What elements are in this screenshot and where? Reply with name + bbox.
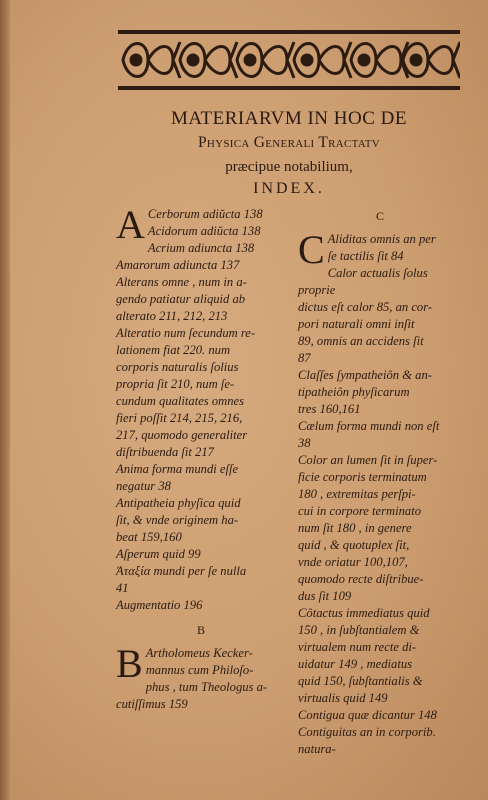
index-entry-text: diſtribuenda ſit 217: [116, 445, 214, 459]
index-entry: [298, 741, 462, 758]
index-entry: [298, 469, 462, 486]
index-entry-text: tipatheiôn phyſicarum: [298, 385, 410, 399]
index-entry: [116, 274, 286, 291]
index-entry: [298, 367, 462, 384]
index-entry-text: 89, omnis an accidens ſit: [298, 334, 424, 348]
index-entry: [298, 384, 462, 401]
index-entry: [116, 427, 286, 444]
index-entry-text: uidatur 149 , mediatus: [298, 657, 413, 671]
index-entry-text: pori naturali omni inſit: [298, 317, 415, 331]
index-entry-text: Claſſes ſympatheiôn & an-: [298, 368, 432, 382]
index-entry: [298, 605, 462, 622]
index-entry: [298, 571, 462, 588]
index-entry-text: beat 159,160: [116, 530, 182, 544]
index-entry-text: Acrium adiuncta 138: [147, 241, 255, 255]
index-title-line4: INDEX.: [253, 180, 325, 197]
index-entry: [116, 291, 286, 308]
index-entry-text: Calor actualis ſolus proprie: [298, 266, 428, 297]
index-entry: [116, 325, 286, 342]
index-entry-text: Alteratio num ſecundum re-: [116, 326, 256, 340]
index-entry-text: virtualem num recte di-: [298, 640, 417, 654]
index-entry-text: quid 150, ſubſtantialis &: [298, 674, 423, 688]
index-entry-text: Antipatheia phyſica quid: [116, 496, 241, 510]
index-title-line1: MATERIARVM IN HOC DE: [171, 108, 407, 129]
index-entry-text: Contiguitas an in corporib.: [298, 725, 436, 739]
index-entry: [116, 696, 286, 713]
index-entry: [116, 546, 286, 563]
index-entry-text: tres 160,161: [298, 402, 361, 416]
index-entry-text: 38: [298, 436, 311, 450]
index-entry: [116, 376, 286, 393]
dropcap-a: A: [116, 202, 145, 247]
index-entry: [116, 662, 286, 679]
index-entry-text: Alterans omne , num in a-: [116, 275, 247, 289]
index-entry-text: Augmentatio 196: [116, 598, 203, 612]
index-entry-text: lationem fiat 220. num: [116, 343, 231, 357]
section-letter-b: B: [196, 623, 205, 637]
index-entry: [116, 461, 286, 478]
section-letter-c: C: [375, 209, 384, 223]
index-entry: [298, 452, 462, 469]
index-entry: [298, 418, 462, 435]
index-entry-text: Aliditas omnis an per: [327, 232, 436, 246]
index-entry: [116, 529, 286, 546]
index-column-right: [298, 208, 462, 758]
index-entry-text: vnde oriatur 100,107,: [298, 555, 408, 569]
index-entry-text: Aſperum quid 99: [116, 547, 201, 561]
index-entry: [298, 537, 462, 554]
index-entry: [298, 673, 462, 690]
index-entry: [116, 444, 286, 461]
index-entry: [298, 520, 462, 537]
index-entry-text: cui in corpore terminato: [298, 504, 422, 518]
index-entry-text: 150 , in ſubſtantialem &: [298, 623, 420, 637]
index-entry: [298, 248, 462, 265]
ornamental-headpiece: [118, 30, 460, 90]
index-entry-text: Amarorum adiuncta 137: [116, 258, 240, 272]
index-entry: [298, 503, 462, 520]
index-entry-text: Acidorum adiŭcta 138: [147, 224, 261, 238]
index-entry-text: Ἀταξία mundi per ſe nulla: [116, 564, 247, 578]
index-entry: [298, 486, 462, 503]
index-entry-text: corporis naturalis ſolius: [116, 360, 239, 374]
index-entry-text: fieri poſſit 214, 215, 216,: [116, 411, 243, 425]
index-entry: [116, 679, 286, 696]
index-entry-text: Contigua quæ dicantur 148: [298, 708, 437, 722]
index-entry-text: virtualis quid 149: [298, 691, 388, 705]
index-entry-text: dictus eſt calor 85, an cor-: [298, 300, 433, 314]
index-entry: [116, 308, 286, 325]
index-entry: [116, 512, 286, 529]
index-entry-text: Anima forma mundi eſſe: [116, 462, 239, 476]
index-column-left: [116, 202, 286, 713]
index-entry-text: 180 , extremitas perſpi-: [298, 487, 416, 501]
index-entry: [298, 350, 462, 367]
dropcap-c: C: [298, 227, 325, 272]
index-entry-text: ſit, & vnde originem ha-: [116, 513, 239, 527]
index-entry: [116, 410, 286, 427]
index-entry-text: Cælum forma mundi non eſt: [298, 419, 440, 433]
index-entry: [298, 707, 462, 724]
index-entry-text: cundum qualitates omnes: [116, 394, 245, 408]
page-edge: [0, 0, 10, 800]
index-entry-text: 41: [116, 581, 129, 595]
index-entry: [298, 639, 462, 656]
index-entry-text: num ſit 180 , in genere: [298, 521, 412, 535]
index-entry: [298, 316, 462, 333]
index-title-line3: præcipue notabilium,: [225, 159, 353, 175]
index-entry-text: ſe tactilis ſit 84: [327, 249, 404, 263]
index-entry: [298, 656, 462, 673]
index-entry-text: gendo patiatur aliquid ab: [116, 292, 246, 306]
index-entry: [116, 580, 286, 597]
index-entry-text: quid , & quotuplex ſit,: [298, 538, 410, 552]
index-entry: [116, 359, 286, 376]
index-entry: [298, 690, 462, 707]
index-entry-text: Cerborum adiŭcta 138: [147, 207, 263, 221]
index-entry-text: 87: [298, 351, 311, 365]
index-entry-text: cutiſſimus 159: [116, 697, 188, 711]
index-entry-text: mannus cum Philoſo-: [145, 663, 254, 677]
index-entry-text: alterato 211, 212, 213: [116, 309, 228, 323]
index-entry: [116, 495, 286, 512]
index-entry: [116, 240, 286, 257]
index-entry-text: natura-: [298, 742, 336, 756]
index-entry: [298, 401, 462, 418]
index-entry-text: Artholomeus Kecker-: [145, 646, 253, 660]
index-entry-text: phus , tum Theologus a-: [145, 680, 268, 694]
index-entry-text: negatur 38: [116, 479, 171, 493]
index-entry: [116, 563, 286, 580]
index-entry: [298, 435, 462, 452]
index-entry: [116, 223, 286, 240]
index-entry: [298, 265, 462, 299]
index-entry: [116, 393, 286, 410]
index-entry-text: Côtactus immediatus quid: [298, 606, 430, 620]
index-entry: [298, 724, 462, 741]
index-entry: [298, 333, 462, 350]
index-entry: [116, 597, 286, 614]
index-entry: [116, 342, 286, 359]
index-entry: [116, 257, 286, 274]
dropcap-b: B: [116, 641, 143, 686]
index-entry: [298, 588, 462, 605]
index-entry: [298, 554, 462, 571]
index-entry-text: propria ſit 210, num ſe-: [116, 377, 235, 391]
index-entry: [298, 299, 462, 316]
index-entry-text: Color an lumen ſit in ſuper-: [298, 453, 438, 467]
index-entry-text: dus ſit 109: [298, 589, 352, 603]
index-entry: [116, 478, 286, 495]
index-entry-text: quomodo recte diſtribue-: [298, 572, 424, 586]
index-entry: [298, 622, 462, 639]
index-entry-text: ficie corporis terminatum: [298, 470, 427, 484]
index-entry-text: 217, quomodo generaliter: [116, 428, 248, 442]
index-title-line2: Physica Generali Tractatv: [197, 134, 381, 151]
